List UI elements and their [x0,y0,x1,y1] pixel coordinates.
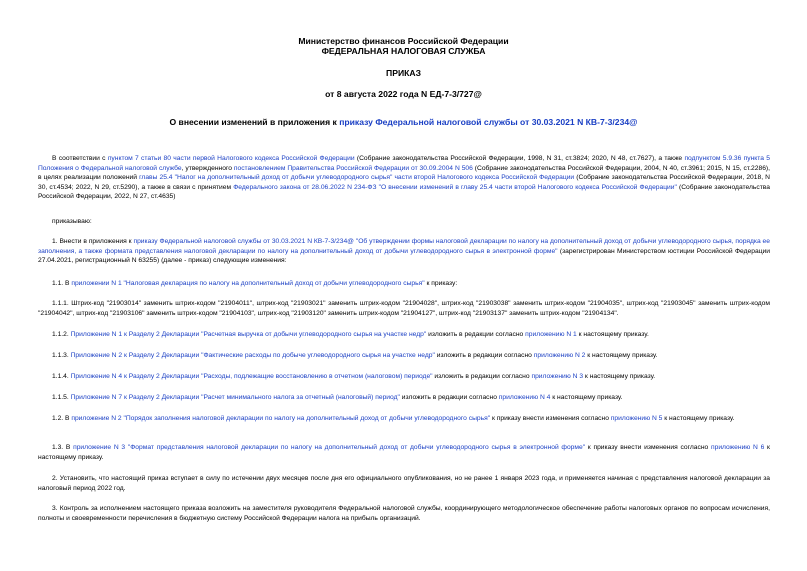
p1-3-text-2: к приказу внести изменения согласно [585,444,711,451]
paragraph-1-1-4 [38,372,770,382]
section2-app1-link[interactable]: Приложение N 1 к Разделу 2 Декларации "Расчетная выручка от добычи углеводородного сырья на участке недр" [70,331,427,338]
p1-text-2: (зарегистрирован Министерством юстиции Российской Федерации 27.04.2021, регистрационный N 63255) (далее - приказ) следующие изменения: [38,247,770,265]
paragraph-1-1-5 [38,393,770,403]
federal-law-link[interactable]: Федерального закона от 28.06.2022 N 234-ФЗ "О внесении изменений в главу 25.4 части второй Налогового кодекса Российской Федерации" [233,183,677,191]
paragraph-1-1-3 [38,351,770,361]
p1-1-3-text-1: 1.1.3. [52,352,71,359]
p1-1-4-text-1: 1.1.4. [52,373,71,380]
p1-2-text-3: к настоящему приказу. [662,415,735,422]
p1-1-text-2: к приказу: [424,280,458,287]
appendix-1-link[interactable]: приложении N 1 "Налоговая декларация по налогу на дополнительный доход от добычи углеводородного сырья" [71,280,425,287]
government-decree-link[interactable]: постановлением Правительства Российской Федерации от 30.09.2004 N 506 [233,164,473,172]
order-kv-link[interactable]: приказу Федеральной налоговой службы от 30.03.2021 N КВ-7-3/234@ "Об утверждении формы налоговой декларации по налогу на дополнительный доход от добычи углеводородного сырья, порядка ее заполнения, а также формата представления налоговой декларации по налогу на дополнительный доход от добычи углеводородного сырья в электронной форме" [38,238,770,255]
intro-paragraph [38,154,770,202]
intro-text-4: (Собрание законодательства Российской Федерации, 2004, N 40, ст.3961; 2015, N 15, ст.2286), в целях реализации положений [38,164,770,182]
paragraph-1-1-1: 1.1.1. Штрих-код "21903014" заменить штрих-кодом "21904011", штрих-код "21903021" заменить штрих-кодом "21904028", штрих-код "21903038" заменить штрих-кодом "21904035", штрих-код "21903045" заменить штрих-кодом "21904042", штрих-код "21903106" заменить штрих-кодом "21904103", штрих-код "21903120" заменить штрих-кодом "21904127", штрих-код "21903137" заменить штрих-кодом "21904134". [38,300,770,317]
p1-1-2-text-2: изложить в редакции согласно [426,331,526,338]
doc-type-heading: ПРИКАЗ [386,68,421,78]
new-appendix-5-link[interactable]: приложению N 5 [610,415,663,422]
p1-1-5-text-2: изложить в редакции согласно [399,394,499,401]
appendix-2-link[interactable]: приложение N 2 "Порядок заполнения налоговой декларации по налогу на дополнительный доход от добычи углеводородного сырья" [71,415,491,422]
p1-1-4-text-3: к настоящему приказу. [583,373,656,380]
section2-app2-link[interactable]: Приложение N 2 к Разделу 2 Декларации "Фактические расходы по добыче углеводородного сырья на участке недр" [70,352,435,359]
p1-1-3-text-2: изложить в редакции согласно [434,352,534,359]
title-order-link[interactable]: приказу Федеральной налоговой службы от 30.03.2021 N КВ-7-3/234@ [339,117,638,127]
p1-3-text-1: 1.3. В [52,444,74,451]
p1-1-text-1: 1.1. В [52,280,72,287]
tax-code-link[interactable]: пунктом 7 статьи 80 части первой Налогового кодекса Российской Федерации [107,155,355,162]
date-number-heading: от 8 августа 2022 года N ЕД-7-3/727@ [325,89,482,99]
new-appendix-4-link[interactable]: приложению N 4 [498,394,551,401]
order-word: приказываю: [52,218,92,225]
p1-2-text-1: 1.2. В [52,415,72,422]
p1-1-5-text-1: 1.1.5. [52,394,71,401]
intro-text-6: (Собрание законодательства Российской Федерации, 2022, N 27, ст.4635) [38,183,770,201]
p1-1-2-text-1: 1.1.2. [52,331,71,338]
document-title [0,117,807,127]
paragraph-1-2 [38,414,770,424]
p1-3-text-3: к настоящему приказу. [38,444,770,461]
paragraph-1-1 [38,279,770,289]
intro-text-3: , утвержденного [181,164,234,172]
new-appendix-2-link[interactable]: приложению N 2 [533,352,586,359]
paragraph-1-1-2 [38,330,770,340]
new-appendix-1-link[interactable]: приложению N 1 [525,331,577,338]
title-prefix: О внесении изменений в приложения к [169,117,340,127]
p1-text-1: 1. Внести в приложения к [52,238,134,245]
p1-1-4-text-2: изложить в редакции согласно [432,373,532,380]
fns-regulation-link[interactable]: подпунктом 5.9.36 пункта 5 Положения о Федеральной налоговой службе [38,155,771,172]
appendix-3-link[interactable]: приложение N 3 "Формат представления налоговой декларации по налогу на дополнительный доход от добычи углеводородного сырья в электронной форме" [73,444,586,451]
ministry-heading: Министерство финансов Российской Федерации [298,36,509,46]
intro-text-1: В соответствии с [52,155,108,162]
new-appendix-3-link[interactable]: приложению N 3 [531,373,584,380]
new-appendix-6-link[interactable]: приложению N 6 [710,444,765,451]
p1-2-text-2: к приказу внести изменения согласно [490,415,611,422]
p1-1-5-text-3: к настоящему приказу. [550,394,623,401]
section2-app7-link[interactable]: Приложение N 7 к Разделу 2 Декларации "Расчет минимального налога за отчетный (налоговый) период" [70,394,400,401]
paragraph-1-3 [38,443,770,462]
chapter-25-4-link[interactable]: главы 25.4 "Налог на дополнительный доход от добычи углеводородного сырья" части второй Налогового кодекса Российской Федерации [139,174,575,182]
paragraph-2: 2. Установить, что настоящий приказ вступает в силу по истечении двух месяцев после дня его официального опубликования, но не ранее 1 января 2023 года, и применяется начиная с представления налоговой декларации за налоговый период 2022 год. [38,475,770,492]
paragraph-1 [38,237,770,266]
paragraph-3: 3. Контроль за исполнением настоящего приказа возложить на заместителя руководителя Федеральной налоговой службы, координирующего методологическое обеспечение работы налоговых органов по вопросам исчисления, полноты и своевременности перечисления в бюджетную систему Российской Федерации налога на прибыль организаций. [38,505,770,522]
service-heading: ФЕДЕРАЛЬНАЯ НАЛОГОВАЯ СЛУЖБА [321,46,486,56]
p1-1-2-text-3: к настоящему приказу. [576,331,649,338]
intro-text-5: (Собрание законодательства Российской Федерации, 2018, N 30, ст.4534; 2022, N 29, ст.5290), а также в связи с принятием [38,174,770,191]
p1-1-3-text-3: к настоящему приказу. [585,352,658,359]
intro-text-2: (Собрание законодательства Российской Федерации, 1998, N 31, ст.3824; 2020, N 48, ст.7627), а также [354,155,685,162]
section2-app4-link[interactable]: Приложение N 4 к Разделу 2 Декларации "Расходы, подлежащие восстановлению в отчетном (налоговом) периоде" [70,373,433,380]
